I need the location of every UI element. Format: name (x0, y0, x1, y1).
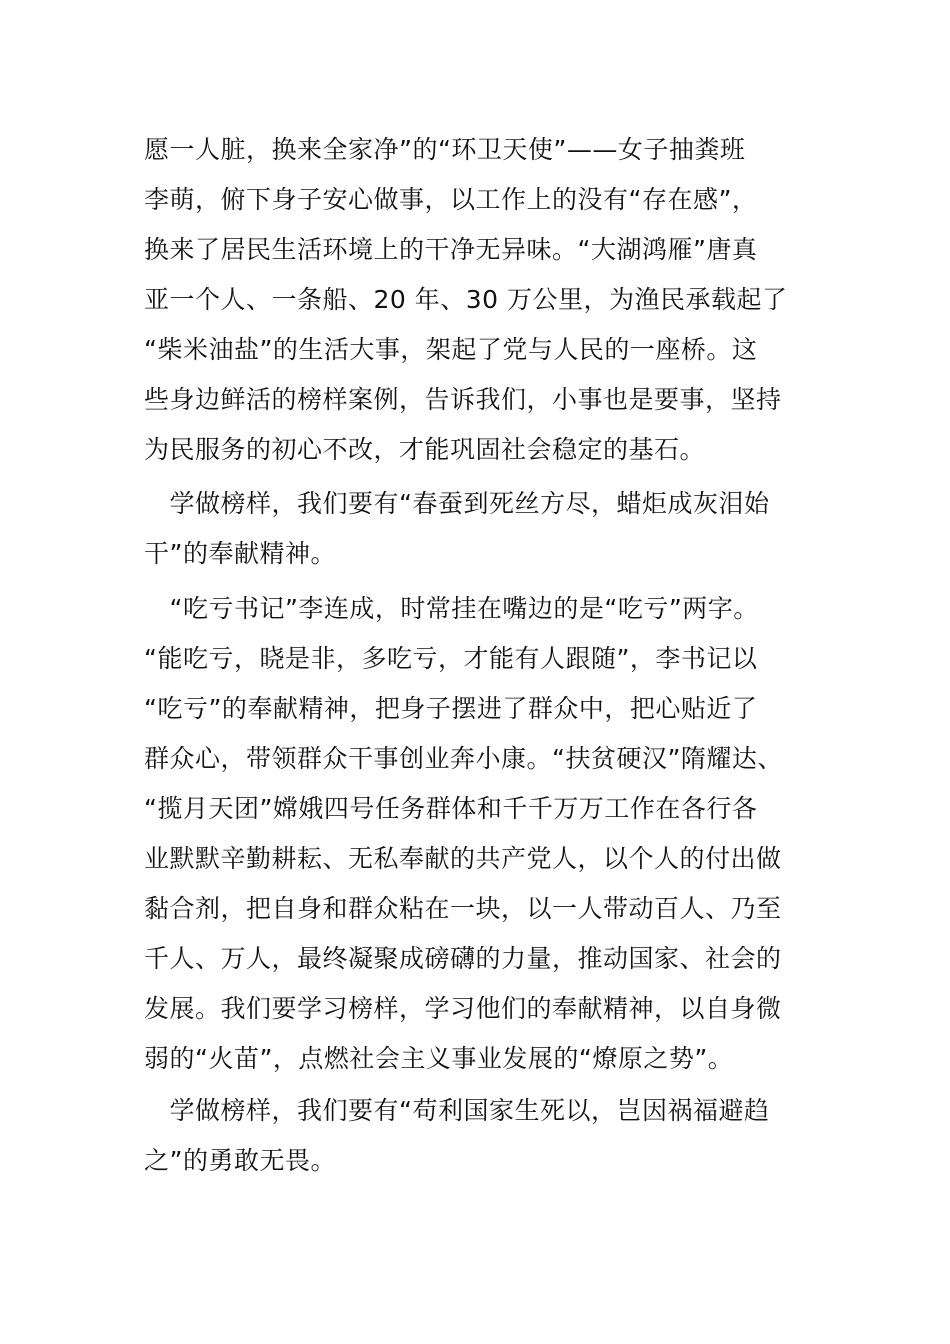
text-line: 干”的奉献精神。 (144, 539, 336, 568)
text-line: 之”的勇敢无畏。 (144, 1146, 336, 1175)
text-line: “吃亏”的奉献精神，把身子摆进了群众中，把心贴近了 (144, 694, 758, 723)
text-line: 千人、万人，最终凝聚成磅礴的力量，推动国家、社会的 (144, 944, 782, 973)
text-line: 些身边鲜活的榜样案例，告诉我们，小事也是要事，坚持 (144, 385, 782, 414)
text-line: “柴米油盐”的生活大事，架起了党与人民的一座桥。这 (144, 335, 758, 364)
text-line: 学做榜样，我们要有“苟利国家生死以，岂因祸福避趋 (144, 1096, 770, 1125)
text-line: 为民服务的初心不改，才能巩固社会稳定的基石。 (144, 435, 706, 464)
paragraph-environment-angels (144, 125, 824, 475)
paragraph-dedication-examples (144, 584, 824, 1084)
text-line: 弱的“火苗”，点燃社会主义事业发展的“燎原之势”。 (144, 1044, 734, 1073)
text-line: 换来了居民生活环境上的干净无异味。“大湖鸿雁”唐真 (144, 235, 758, 264)
paragraph-dedication-heading (144, 479, 824, 579)
text-line: 黏合剂，把自身和群众粘在一块，以一人带动百人、乃至 (144, 894, 782, 923)
text-line: “能吃亏，晓是非，多吃亏，才能有人跟随”，李书记以 (144, 644, 758, 673)
text-line: 愿一人脏，换来全家净”的“环卫天使”——女子抽粪班 (144, 135, 746, 164)
text-line: “揽月天团”嫦娥四号任务群体和千千万万工作在各行各 (144, 794, 758, 823)
text-line: 业默默辛勤耕耘、无私奉献的共产党人，以个人的付出做 (144, 844, 782, 873)
text-line: 亚一个人、一条船、20 年、30 万公里，为渔民承载起了 (144, 285, 788, 314)
text-line: 发展。我们要学习榜样，学习他们的奉献精神，以自身微 (144, 994, 782, 1023)
text-line: 群众心，带领群众干事创业奔小康。“扶贫硬汉”隋耀达、 (144, 744, 783, 773)
paragraph-courage-heading (144, 1086, 824, 1186)
text-line: 学做榜样，我们要有“春蚕到死丝方尽，蜡炬成灰泪始 (144, 489, 770, 518)
text-line: “吃亏书记”李连成，时常挂在嘴边的是“吃亏”两字。 (144, 594, 759, 623)
text-line: 李萌，俯下身子安心做事，以工作上的没有“存在感”， (144, 185, 758, 214)
